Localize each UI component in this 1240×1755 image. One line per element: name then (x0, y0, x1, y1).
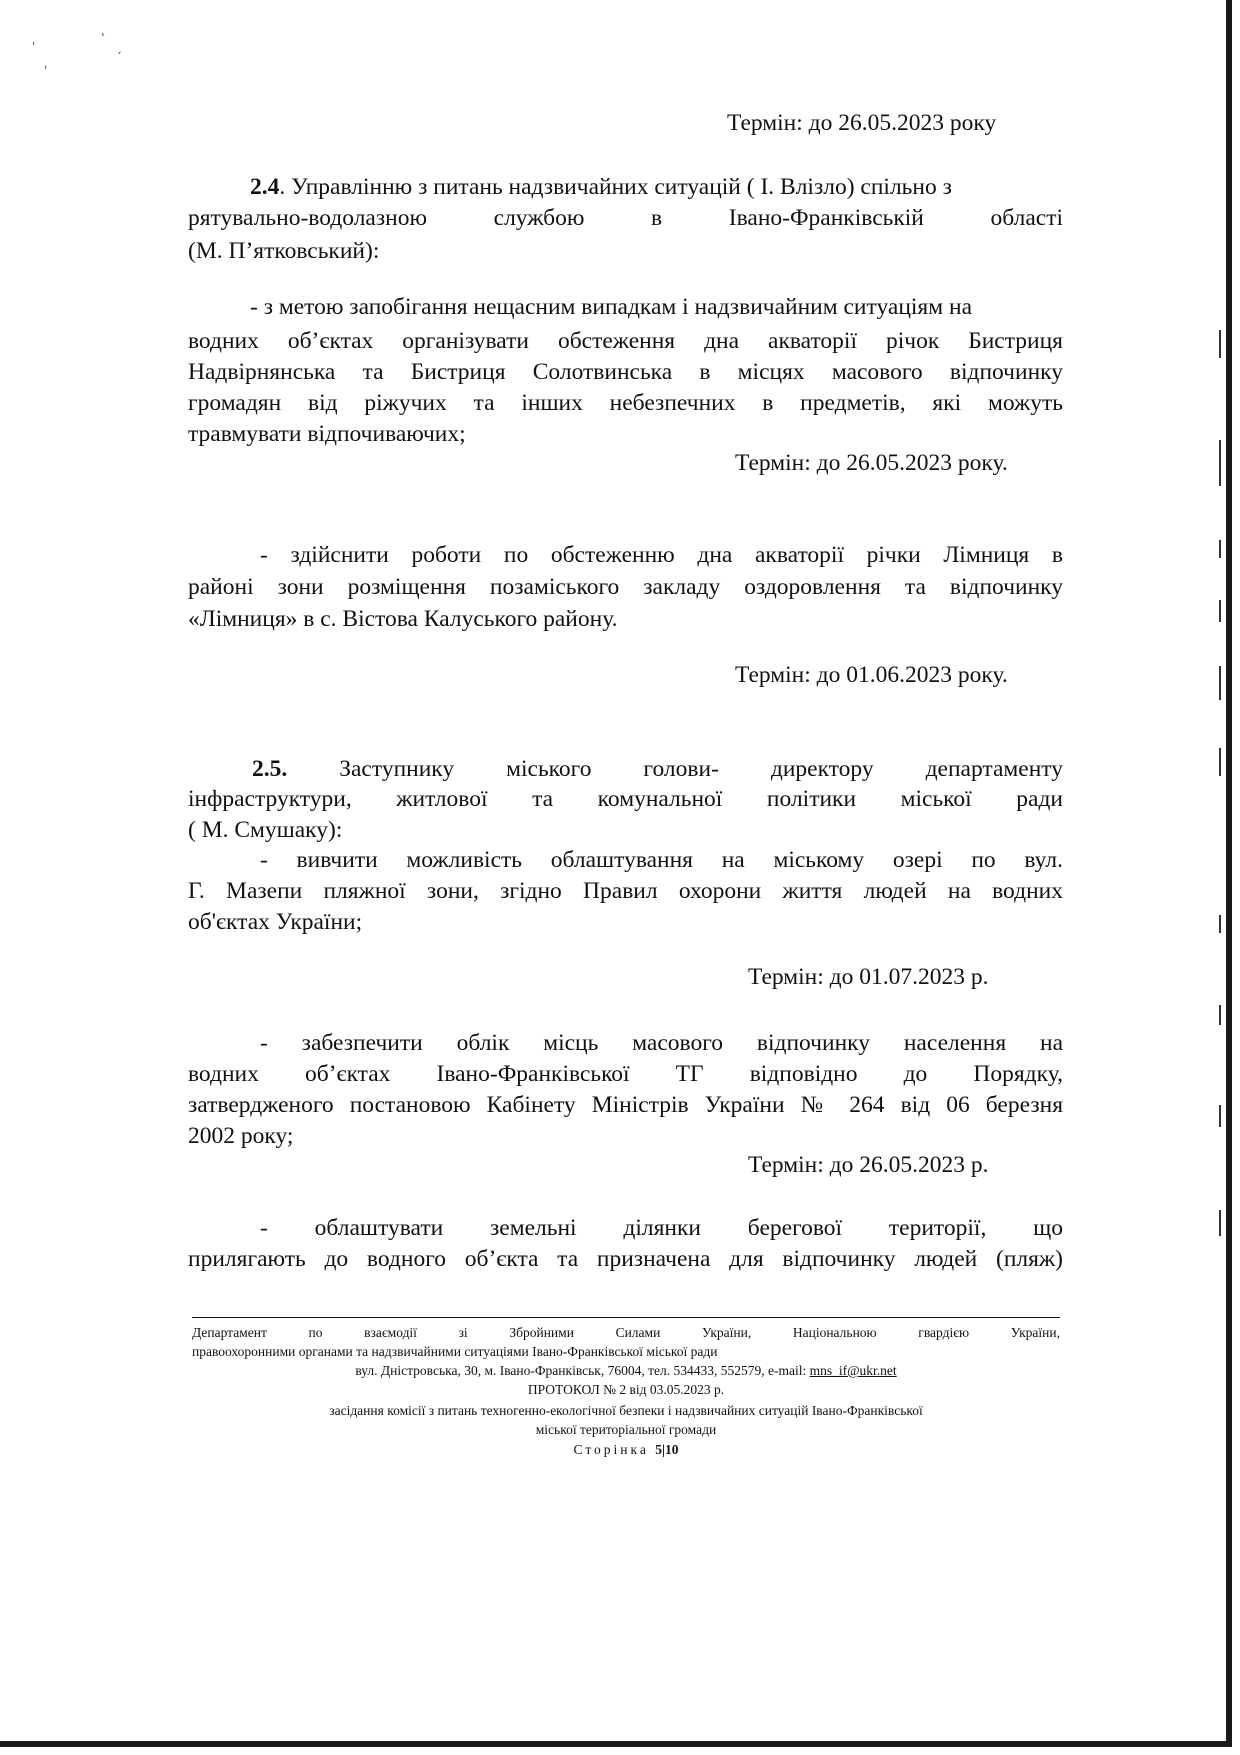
footer-commission-line-2: міської територіальної громади (535, 1422, 717, 1437)
item-4-line-4: 2002 року; (188, 1123, 294, 1149)
item-2-line-3: «Лімниця» в с. Вістова Калуського району. (188, 606, 618, 632)
footer-commission-line-1: засідання комісії з питань техногенно-екологічної безпеки і надзвичайних ситуацій Івано-Франківської (329, 1403, 923, 1418)
item-4-line-3: затвердженого постановою Кабінету Міністрів України № 264 від 06 березня (188, 1092, 1063, 1118)
deadline-line: Термін: до 26.05.2023 р. (748, 1152, 989, 1178)
scan-edge-mark (1219, 440, 1221, 486)
scan-speck: ˏ (116, 40, 122, 54)
scan-speck: ˌ (44, 56, 48, 70)
scan-speck: ˛ (100, 22, 106, 36)
scan-edge-mark (1219, 1105, 1221, 1127)
item-3-line-1: - вивчити можливість облаштування на міському озері по вул. (260, 847, 1063, 873)
footer-protocol: ПРОТОКОЛ № 2 від 03.05.2023 р. (527, 1382, 725, 1397)
scan-edge-mark (1219, 1005, 1221, 1025)
section-number: 2.5. (252, 756, 288, 782)
item-1-line-5: травмувати відпочиваючих; (188, 421, 466, 447)
section-2-4-line-1: 2.4. Управлінню з питань надзвичайних ситуацій ( І. Влізло) спільно з (250, 174, 952, 200)
deadline-line: Термін: до 26.05.2023 року (727, 110, 997, 136)
item-3-line-2: Г. Мазепи пляжної зони, згідно Правил охорони життя людей на водних (188, 878, 1063, 904)
section-2-5-line-3: ( М. Смушаку): (188, 817, 343, 843)
section-2-4-line-3: (М. П’ятковський): (188, 238, 380, 264)
item-1-line-3: Надвірнянська та Бистриця Солотвинська в місцях масового відпочинку (188, 359, 1063, 385)
item-1-line-1: - з метою запобігання нещасним випадкам і надзвичайним ситуаціям на (250, 294, 972, 320)
item-2-line-2: районі зони розміщення позаміського закладу оздоровлення та відпочинку (188, 574, 1063, 600)
item-4-line-1: - забезпечити облік місць масового відпочинку населення на (260, 1030, 1063, 1056)
footer-divider (192, 1317, 1060, 1318)
scan-edge-mark (1219, 748, 1221, 776)
item-5-line-1: - облаштувати земельні ділянки берегової території, що (260, 1215, 1063, 1241)
section-2-4-line-2: рятувально-водолазною службою в Івано-Франківській області (188, 205, 1063, 231)
footer-department-line-1: Департамент по взаємодії зі Збройними Силами України, Національною гвардією України, (192, 1325, 1060, 1340)
scan-edge-mark (1219, 915, 1221, 933)
item-1-line-2: водних об’єктах організувати обстеження дна акваторії річок Бистриця (188, 328, 1063, 354)
item-3-line-3: об'єктах України; (188, 909, 363, 935)
scan-speck: ˌ (32, 32, 36, 46)
item-4-line-2: водних об’єктах Івано-Франківської ТГ відповідно до Порядку, (188, 1061, 1063, 1087)
page-number: Сторінка 5|10 (573, 1442, 679, 1457)
scan-edge-mark (1219, 540, 1221, 558)
scan-edge-mark (1219, 1210, 1221, 1236)
footer-email-link[interactable]: mns_if@ukr.net (809, 1363, 897, 1378)
scan-edge-mark (1219, 330, 1221, 358)
item-5-line-2: прилягають до водного об’єкта та призначена для відпочинку людей (пляж) (188, 1246, 1063, 1272)
footer-address: вул. Дністровська, 30, м. Івано-Франківськ, 76004, тел. 534433, 552579, e-mail: mns_if@ukr.net (355, 1363, 897, 1378)
scan-edge-mark (1219, 666, 1221, 700)
section-number: 2.4 (250, 174, 280, 200)
item-2-line-1: - здійснити роботи по обстеженню дна акваторії річки Лімниця в (260, 542, 1063, 568)
deadline-line: Термін: до 01.06.2023 року. (735, 662, 1008, 688)
deadline-line: Термін: до 01.07.2023 р. (748, 964, 989, 990)
footer-department-line-2: правоохоронними органами та надзвичайними ситуаціями Івано-Франківської міської ради (192, 1344, 718, 1359)
section-2-5-line-1: 2.5. Заступнику міського голови- директору департаменту (252, 756, 1063, 782)
item-1-line-4: громадян від ріжучих та інших небезпечних в предметів, які можуть (188, 390, 1063, 416)
section-2-5-line-2: інфраструктури, житлової та комунальної політики міської ради (188, 786, 1063, 812)
scan-edge-mark (1219, 600, 1221, 622)
deadline-line: Термін: до 26.05.2023 року. (735, 450, 1008, 476)
